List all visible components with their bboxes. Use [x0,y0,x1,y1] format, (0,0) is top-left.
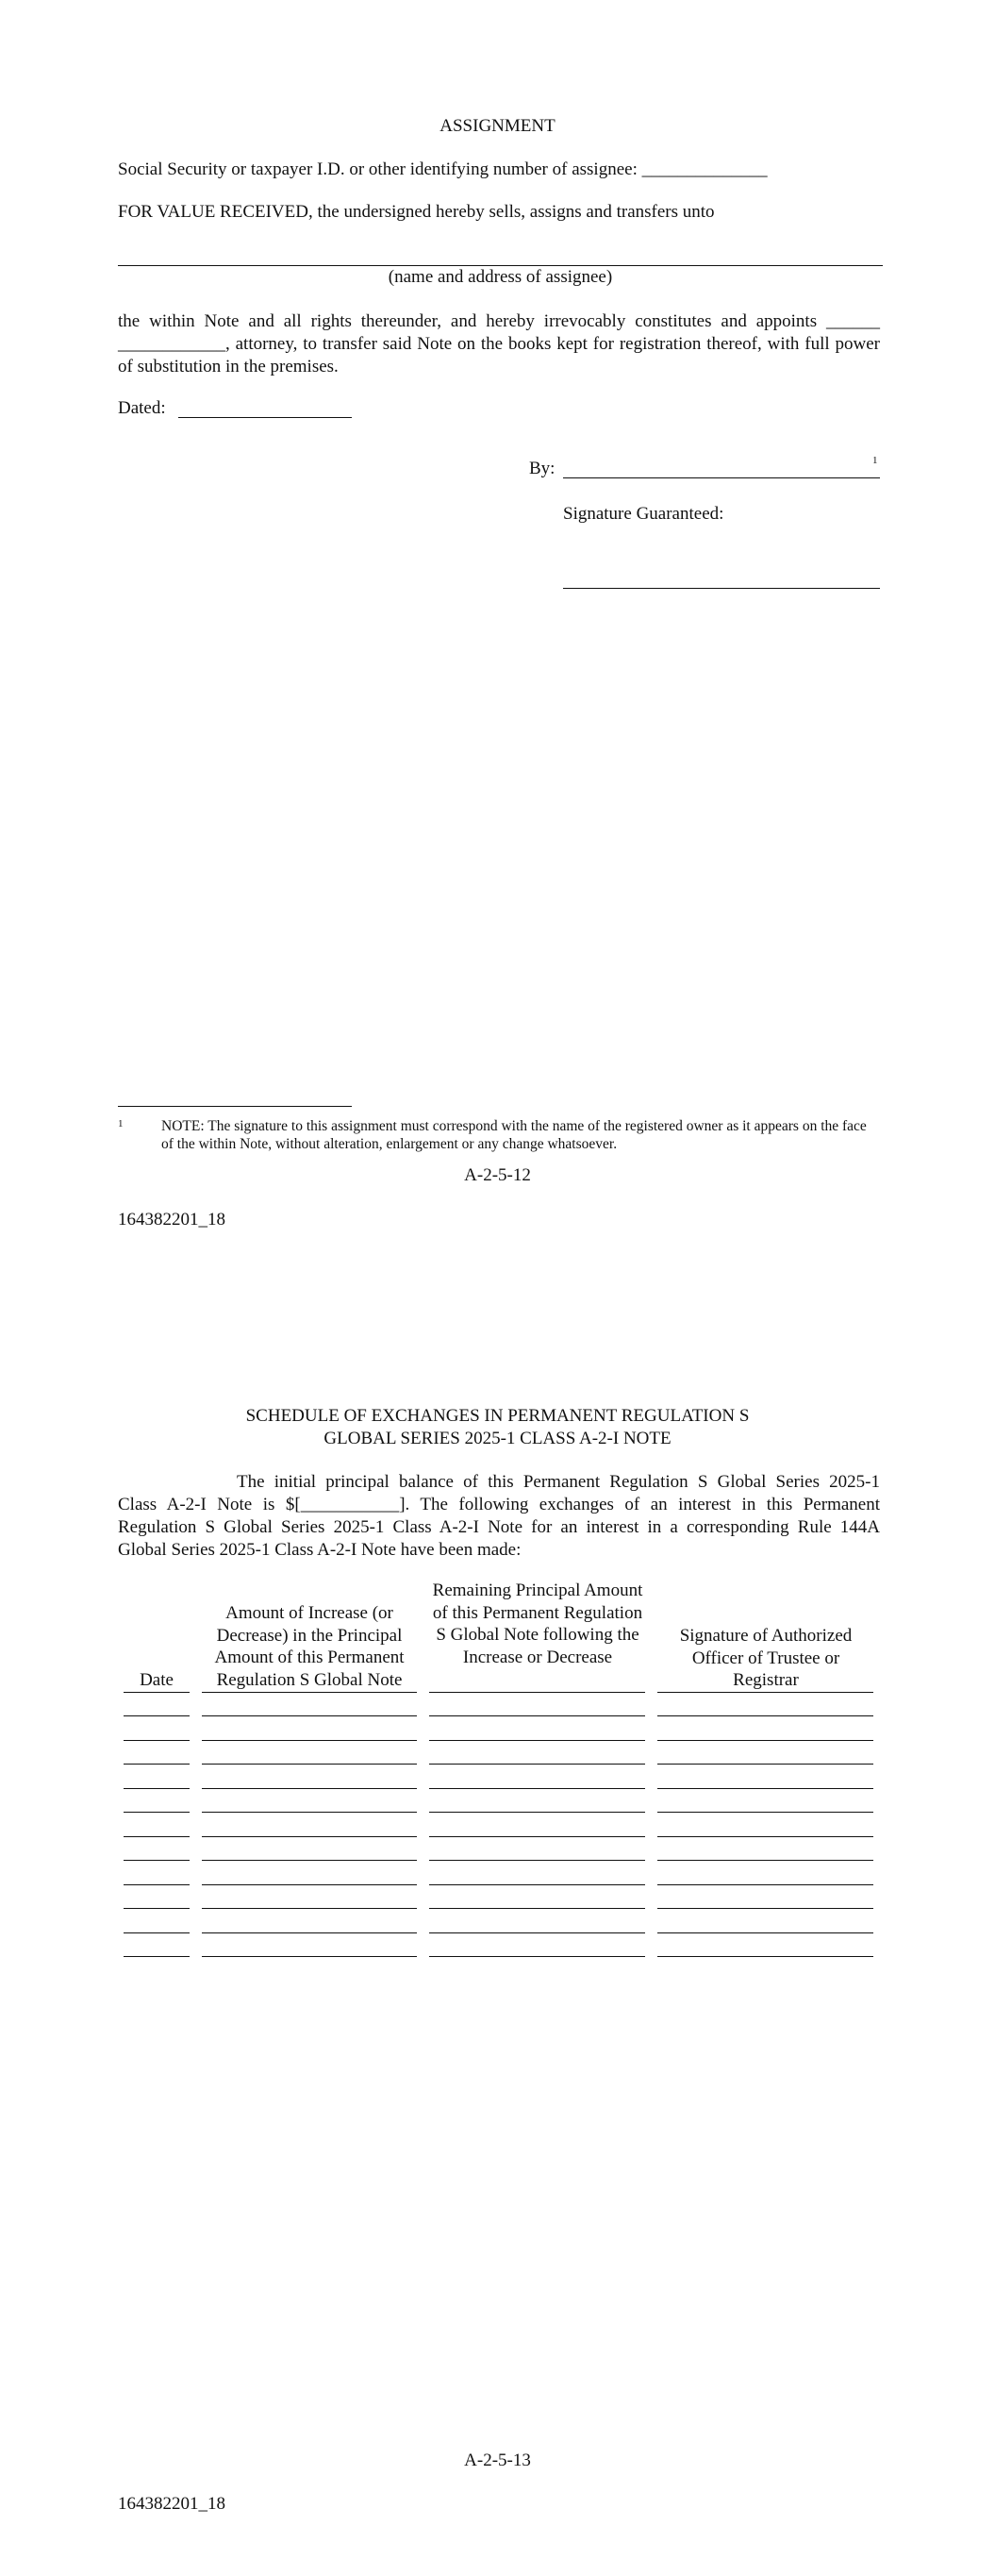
table-row-2-increase-blank[interactable] [202,1740,417,1741]
table-row-7-increase-blank[interactable] [202,1860,417,1861]
dated-label: Dated: [118,398,166,418]
ssn-line: Social Security or taxpayer I.D. or other identifying number of assignee: ______________ [118,159,768,179]
table-row-2-remaining-blank[interactable] [429,1740,645,1741]
col-header-date: Date [140,1670,174,1690]
table-row-9-date-blank[interactable] [124,1908,190,1909]
table-row-3-increase-blank[interactable] [202,1764,417,1765]
assignment-body-paragraph: the within Note and all rights thereunder, and hereby irrevocably constitutes and appoints ______ ____________, attorney, to transfer said Note on the books kept for registration thereof, with full power of substitution in the premises. [118,311,880,376]
by-signature-line[interactable] [563,477,880,478]
footnote-text: NOTE: The signature to this assignment must correspond with the name of the registered owner as it appears on the face of the within Note, without alteration, enlargement or any change whatsoever. [161,1118,867,1152]
doc-id-2: 164382201_18 [118,2494,225,2514]
assignment-title: ASSIGNMENT [439,116,556,136]
table-row-6-date-blank[interactable] [124,1836,190,1837]
header-rule-remaining [429,1692,645,1693]
table-row-7-signature-blank[interactable] [657,1860,873,1861]
intro-line-1: The initial principal balance of this Permanent Regulation S Global Series 2025-1 [237,1472,880,1492]
table-row-10-remaining-blank[interactable] [429,1932,645,1933]
table-row-11-remaining-blank[interactable] [429,1956,645,1957]
header-rule-date [124,1692,190,1693]
name-address-caption: (name and address of assignee) [388,267,613,287]
by-label: By: [529,459,556,478]
table-row-5-remaining-blank[interactable] [429,1812,645,1813]
schedule-intro [118,1471,880,1562]
header-rule-increase [202,1692,417,1693]
table-row-11-increase-blank[interactable] [202,1956,417,1957]
table-row-10-signature-blank[interactable] [657,1932,873,1933]
table-row-11-date-blank[interactable] [124,1956,190,1957]
table-row-8-increase-blank[interactable] [202,1884,417,1885]
intro-line-2: Class A-2-I Note is $[___________]. The following exchanges of an interest in this Permanent [118,1495,880,1514]
table-row-3-signature-blank[interactable] [657,1764,873,1765]
footnote-separator [118,1106,352,1107]
table-row-5-increase-blank[interactable] [202,1812,417,1813]
table-row-2-date-blank[interactable] [124,1740,190,1741]
signature-guaranteed-label: Signature Guaranteed: [563,504,724,524]
table-row-5-signature-blank[interactable] [657,1812,873,1813]
dated-row [118,398,166,419]
schedule-title-line1: SCHEDULE OF EXCHANGES IN PERMANENT REGULATION S [245,1406,750,1426]
table-row-10-date-blank[interactable] [124,1932,190,1933]
page-number-1: A-2-5-12 [464,1165,531,1185]
table-row-7-remaining-blank[interactable] [429,1860,645,1861]
table-row-8-signature-blank[interactable] [657,1884,873,1885]
table-row-6-signature-blank[interactable] [657,1836,873,1837]
col-header-increase: Amount of Increase (or Decrease) in the Principal Amount of this Permanent Regulation S Global Note [214,1603,405,1690]
table-row-1-signature-blank[interactable] [657,1715,873,1716]
table-row-3-date-blank[interactable] [124,1764,190,1765]
footnote-number: 1 [118,1118,124,1129]
assignee-signature-rule [118,265,883,266]
by-footnote-marker: 1 [872,455,878,466]
table-row-6-increase-blank[interactable] [202,1836,417,1837]
schedule-title-line2: GLOBAL SERIES 2025-1 CLASS A-2-I NOTE [323,1429,672,1448]
table-row-1-date-blank[interactable] [124,1715,190,1716]
table-row-8-date-blank[interactable] [124,1884,190,1885]
page-number-2: A-2-5-13 [464,2451,531,2470]
table-row-2-signature-blank[interactable] [657,1740,873,1741]
table-row-9-signature-blank[interactable] [657,1908,873,1909]
table-row-11-signature-blank[interactable] [657,1956,873,1957]
table-row-4-increase-blank[interactable] [202,1788,417,1789]
doc-id-1: 164382201_18 [118,1210,225,1229]
table-row-5-date-blank[interactable] [124,1812,190,1813]
table-row-8-remaining-blank[interactable] [429,1884,645,1885]
table-row-9-remaining-blank[interactable] [429,1908,645,1909]
table-row-4-date-blank[interactable] [124,1788,190,1789]
table-row-6-remaining-blank[interactable] [429,1836,645,1837]
table-row-9-increase-blank[interactable] [202,1908,417,1909]
header-rule-signature [657,1692,873,1693]
table-row-1-remaining-blank[interactable] [429,1715,645,1716]
table-row-10-increase-blank[interactable] [202,1932,417,1933]
table-row-4-signature-blank[interactable] [657,1788,873,1789]
table-row-3-remaining-blank[interactable] [429,1764,645,1765]
guarantor-signature-line[interactable] [563,588,880,589]
value-received-line: FOR VALUE RECEIVED, the undersigned hereby sells, assigns and transfers unto [118,202,715,222]
table-row-1-increase-blank[interactable] [202,1715,417,1716]
col-header-remaining: Remaining Principal Amount of this Permanent Regulation S Global Note following the Increase or Decrease [432,1581,643,1667]
dated-blank[interactable] [178,417,352,418]
table-row-4-remaining-blank[interactable] [429,1788,645,1789]
col-header-signature: Signature of Authorized Officer of Trustee or Registrar [679,1626,853,1690]
intro-line-4: Global Series 2025-1 Class A-2-I Note have been made: [118,1540,522,1560]
table-row-7-date-blank[interactable] [124,1860,190,1861]
intro-line-3: Regulation S Global Series 2025-1 Class A-2-I Note for an interest in a corresponding Rule 144A [118,1517,880,1537]
